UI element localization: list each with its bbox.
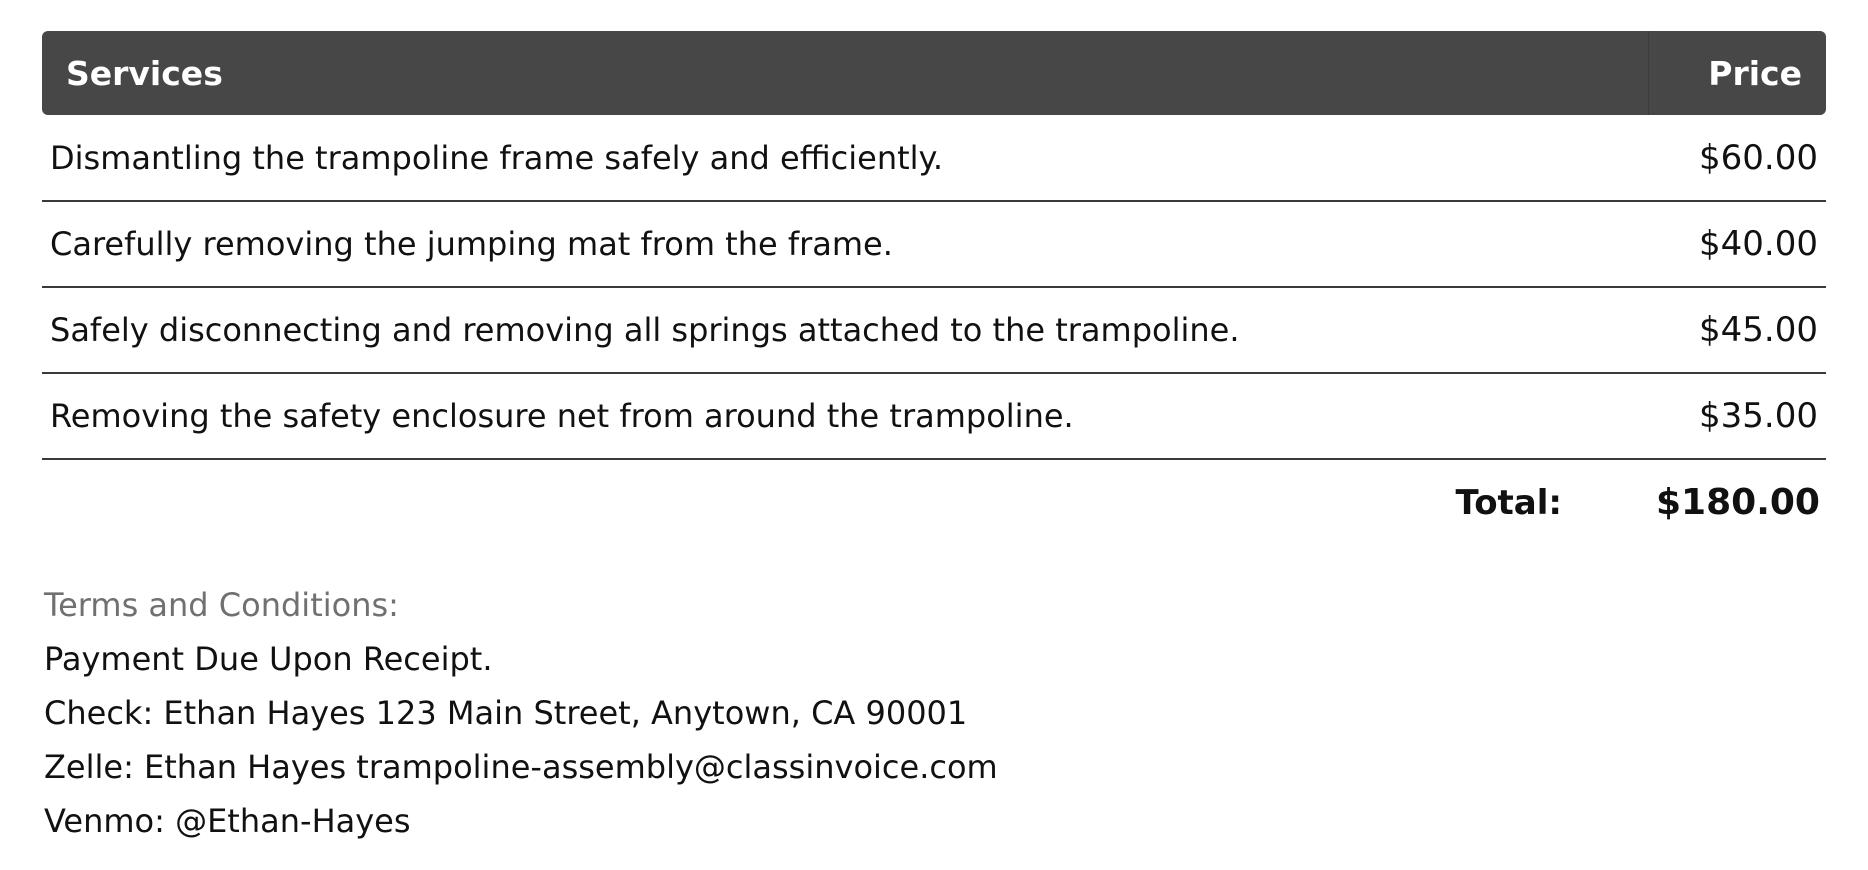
service-price: $45.00 — [1648, 287, 1826, 373]
service-description: Safely disconnecting and removing all springs attached to the trampoline. — [42, 287, 1648, 373]
terms-check-info: Check: Ethan Hayes 123 Main Street, Anytown, CA 90001 — [44, 694, 968, 732]
total-amount: $180.00 — [1656, 482, 1820, 523]
service-description: Removing the safety enclosure net from around the trampoline. — [42, 373, 1648, 459]
terms-section — [44, 578, 998, 848]
terms-payment-due: Payment Due Upon Receipt. — [44, 640, 493, 678]
service-price: $35.00 — [1648, 373, 1826, 459]
terms-title: Terms and Conditions: — [44, 586, 399, 624]
price-column-header: Price — [1648, 31, 1826, 115]
services-column-header: Services — [42, 31, 1648, 115]
total-row — [42, 459, 1826, 545]
terms-venmo-info: Venmo: @Ethan-Hayes — [44, 802, 411, 840]
service-price: $40.00 — [1648, 201, 1826, 287]
service-price: $60.00 — [1648, 115, 1826, 201]
total-label: Total: — [1455, 482, 1562, 523]
service-description: Dismantling the trampoline frame safely and efficiently. — [42, 115, 1648, 201]
table-header-row — [42, 31, 1826, 115]
service-description: Carefully removing the jumping mat from the frame. — [42, 201, 1648, 287]
table-row — [42, 287, 1826, 373]
terms-zelle-info: Zelle: Ethan Hayes trampoline-assembly@classinvoice.com — [44, 748, 998, 786]
table-row — [42, 201, 1826, 287]
table-row — [42, 115, 1826, 201]
services-table — [42, 31, 1826, 545]
table-row — [42, 373, 1826, 459]
